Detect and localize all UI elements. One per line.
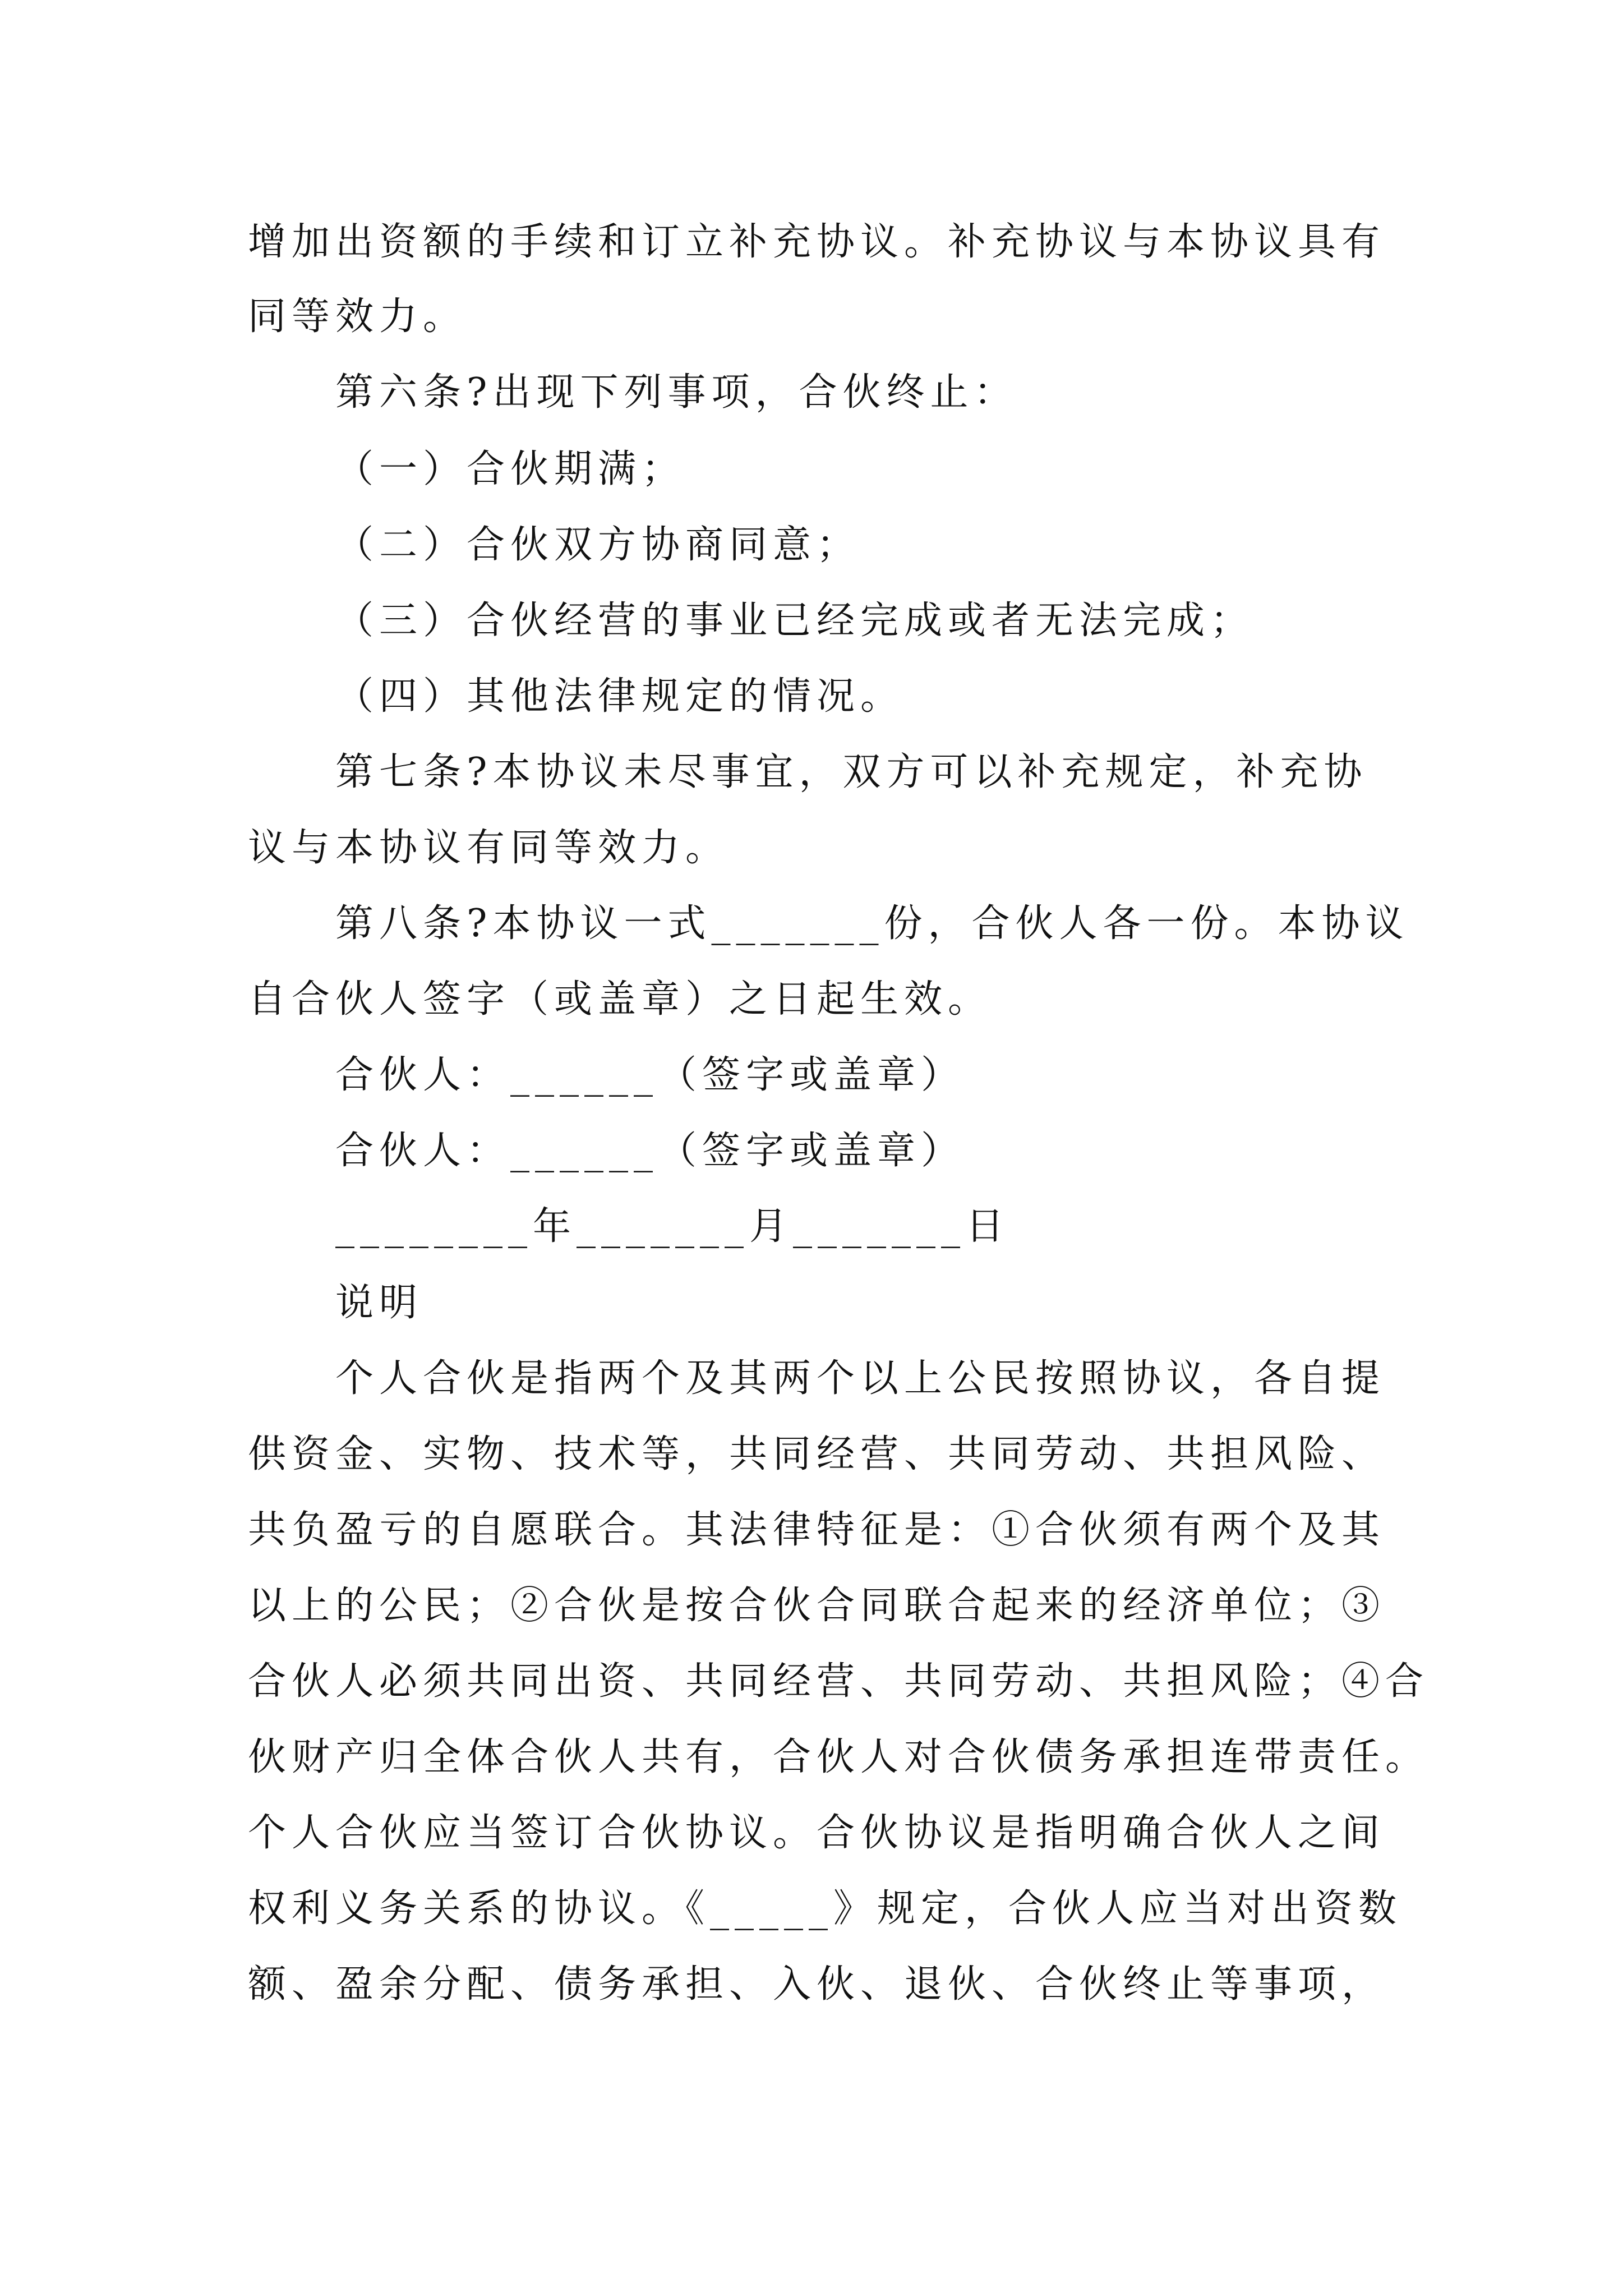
text-line-2: 同等效力。	[248, 295, 467, 339]
article-6-item-1: （一）合伙期满；	[335, 447, 686, 491]
article-7-line-1: 第七条?本协议未尽事宜，双方可以补充规定，补充协	[335, 750, 1368, 794]
explanation-line-1: 个人合伙是指两个及其两个以上公民按照协议，各自提	[335, 1356, 1386, 1401]
article-6-heading: 第六条?出现下列事项，合伙终止：	[335, 370, 1018, 415]
explanation-line-5: 合伙人必须共同出资、共同经营、共同劳动、共担风险；④合	[248, 1659, 1430, 1704]
text-line-1: 增加出资额的手续和订立补充协议。补充协议与本协议具有	[248, 220, 1386, 264]
explanation-line-9: 额、盈余分配、债务承担、入伙、退伙、合伙终止等事项，	[248, 1962, 1386, 2007]
signature-line-2: 合伙人：______（签字或盖章）	[335, 1129, 965, 1173]
explanation-line-4: 以上的公民；②合伙是按合伙合同联合起来的经济单位；③	[248, 1584, 1386, 1628]
explanation-line-6: 伙财产归全体合伙人共有，合伙人对合伙债务承担连带责任。	[248, 1735, 1430, 1779]
article-6-item-2: （二）合伙双方协商同意；	[335, 523, 861, 567]
article-8-line-1: 第八条?本协议一式_______份，合伙人各一份。本协议	[335, 901, 1409, 946]
article-6-item-4: （四）其他法律规定的情况。	[335, 674, 905, 719]
article-7-line-2: 议与本协议有同等效力。	[248, 826, 730, 870]
article-8-line-2: 自合伙人签字（或盖章）之日起生效。	[248, 977, 992, 1022]
explanation-heading: 说明	[335, 1281, 423, 1325]
explanation-line-3: 共负盈亏的自愿联合。其法律特征是：①合伙须有两个及其	[248, 1508, 1386, 1552]
explanation-line-8: 权利义务关系的协议。《_____》规定，合伙人应当对出资数	[248, 1887, 1403, 1931]
article-6-item-3: （三）合伙经营的事业已经完成或者无法完成；	[335, 599, 1255, 643]
explanation-line-7: 个人合伙应当签订合伙协议。合伙协议是指明确合伙人之间	[248, 1811, 1386, 1855]
explanation-line-2: 供资金、实物、技术等，共同经营、共同劳动、共担风险、	[248, 1432, 1386, 1476]
signature-line-1: 合伙人：______（签字或盖章）	[335, 1053, 965, 1097]
date-line: ________年_______月_______日	[335, 1204, 1010, 1249]
